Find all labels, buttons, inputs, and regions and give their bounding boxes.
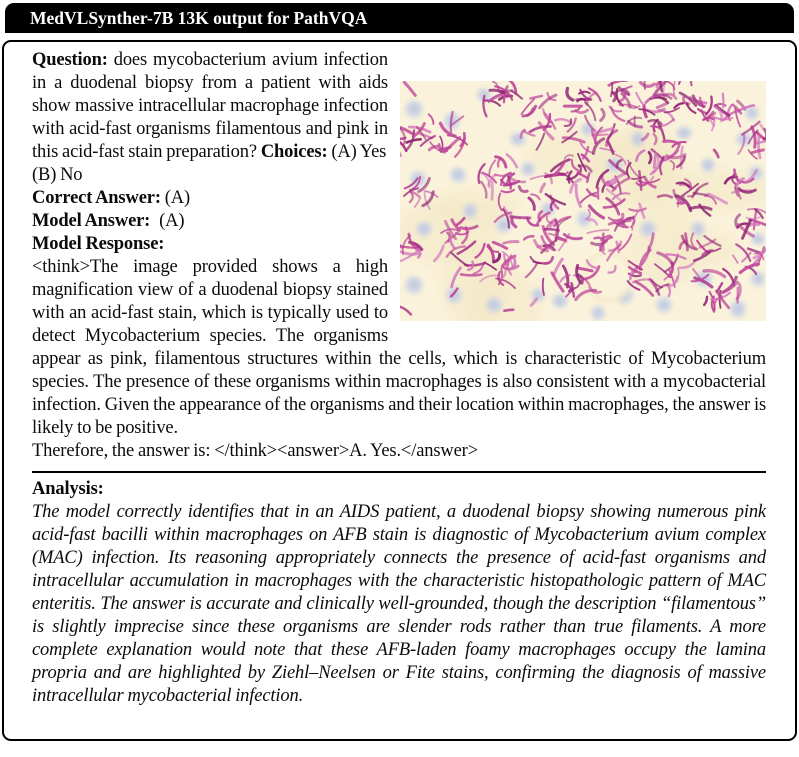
figure-body [2,40,797,741]
choice-b: (B) No [32,165,83,185]
model-answer-value: (A) [159,211,185,231]
choices-label: Choices: [260,142,328,162]
correct-answer-label: Correct Answer: [32,188,161,208]
question-label: Question: [32,50,108,70]
figure-title: MedVLSynther-7B 13K output for PathVQA [30,8,368,28]
figure-title-bar [5,3,794,33]
figure-card [0,3,799,741]
model-think-paragraph: <think>The image provided shows a high magnification view of a duodenal biopsy stained with an acid-fast stain, which is typically used to detect Mycobacterium species. The organisms appear as pink, filamentous structures within the cells, which is characteristic of Mycobacterium species. The presence of these organisms within macrophages is also consistent with a mycobacterial infection. Given the appearance of the organisms and their location within macrophages, the answer is likely to be positive. [32,257,766,438]
histology-micrograph [400,81,766,321]
model-final-line: Therefore, the answer is: </think><answer>A. Yes.</answer> [32,441,478,461]
model-response-label: Model Response: [32,234,165,254]
section-divider [32,471,766,473]
histology-micrograph-svg [400,81,766,321]
analysis-block [32,478,766,708]
correct-answer-value: (A) [164,188,190,208]
analysis-heading: Analysis: [32,478,104,499]
model-answer-label: Model Answer: [32,211,151,231]
choice-a: (A) Yes [331,142,387,162]
analysis-paragraph: The model correctly identifies that in an AIDS patient, a duodenal biopsy showing numerous pink acid-fast bacilli within macrophages on AFB stain is diagnostic of Mycobacterium avium complex (MAC) infection. Its reasoning appropriately connects the presence of acid-fast organisms and intracellular accumulation in macrophages with the characteristic histopathologic pattern of MAC enteritis. The answer is accurate and clinically well-grounded, though the description “filamentous” is slightly imprecise since these organisms are slender rods rather than true filaments. A more complete explanation would note that these AFB-laden foamy macrophages occupy the lamina propria and are highlighted by Ziehl–Neelsen or Fite stains, confirming the diagnosis of massive intracellular mycobacterial infection. [32,501,766,706]
question-text: does mycobacterium avium infection in a duodenal biopsy from a patient with aids show massive intracellular macrophage infection with acid-fast organisms filamentous and pink in this acid-fast stain preparation? [32,50,388,162]
